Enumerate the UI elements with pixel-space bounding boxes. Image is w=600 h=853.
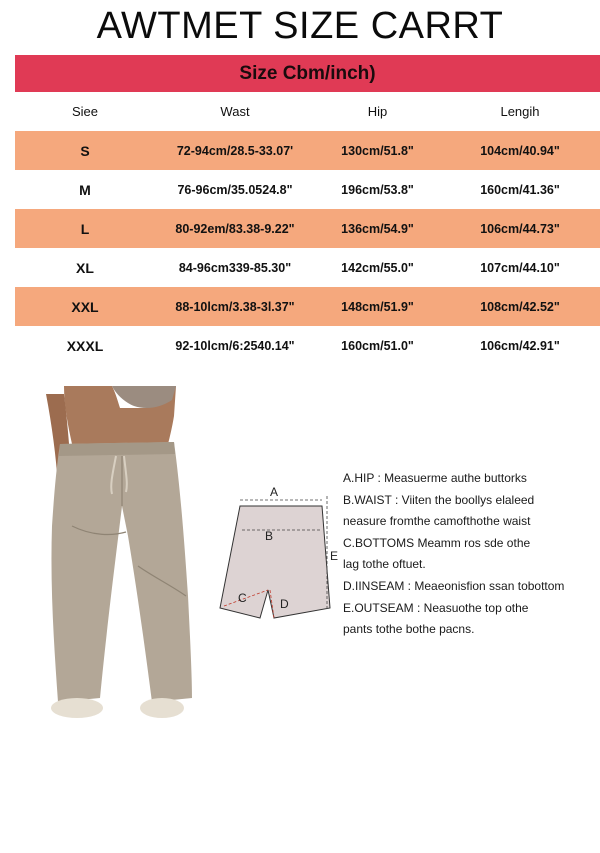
size-cell: S xyxy=(15,131,155,170)
waist-cell: 80-92em/83.38-9.22" xyxy=(155,209,315,248)
diagram-label-a: A xyxy=(270,485,279,499)
note-line: B.WAIST : Viiten the boollys elaleed xyxy=(343,492,535,507)
hip-cell: 136cm/54.9" xyxy=(315,209,440,248)
diagram-label-b: B xyxy=(265,529,274,543)
length-cell: 106cm/42.91" xyxy=(480,338,560,353)
table-row xyxy=(15,209,600,248)
length-cell: 104cm/40.94" xyxy=(440,131,600,170)
header-hip: Hip xyxy=(367,104,388,119)
hip-cell: 196cm/53.8" xyxy=(341,182,414,197)
table-header-row xyxy=(15,92,600,131)
note-line: pants tothe bothe pacns. xyxy=(343,622,475,637)
length-cell: 160cm/41.36" xyxy=(480,182,560,197)
unit-banner: Size Cbm/inch) xyxy=(15,55,600,92)
size-table xyxy=(15,92,600,365)
length-cell: 106cm/44.73" xyxy=(440,209,600,248)
measurement-diagram xyxy=(212,478,344,628)
note-line: neasure fromthe camofthothe waist xyxy=(343,514,531,529)
waist-cell: 76-96cm/35.0524.8" xyxy=(177,182,293,197)
note-line: A.HIP : Measuerme authe buttorks xyxy=(343,471,527,485)
diagram-label-e: E xyxy=(330,549,339,563)
waist-cell: 72-94cm/28.5-33.07' xyxy=(155,131,315,170)
size-cell: XXL xyxy=(15,287,155,326)
note-line: E.OUTSEAM : Neasuothe top othe xyxy=(343,600,529,615)
hip-cell: 142cm/55.0" xyxy=(341,260,414,275)
size-cell: L xyxy=(15,209,155,248)
hip-cell: 160cm/51.0" xyxy=(341,338,414,353)
diagram-label-d: D xyxy=(280,597,289,611)
table-row xyxy=(15,170,600,209)
table-row xyxy=(15,326,600,365)
model-photo xyxy=(42,386,192,731)
note-line: D.IINSEAM : Meaeonisfion ssan tobottom xyxy=(343,578,565,593)
page-title: AWTMET SIZE CARRT xyxy=(96,5,504,47)
size-cell: XXXL xyxy=(66,337,104,354)
size-cell: M xyxy=(79,181,91,198)
diagram-label-c: C xyxy=(238,591,247,605)
waist-cell: 92-10lcm/6:2540.14" xyxy=(175,338,295,353)
waist-cell: 84-96cm339-85.30" xyxy=(178,260,292,275)
header-waist: Wast xyxy=(220,104,250,119)
length-cell: 108cm/42.52" xyxy=(440,287,600,326)
length-cell: 107cm/44.10" xyxy=(480,260,560,275)
hip-cell: 130cm/51.8" xyxy=(315,131,440,170)
note-line: lag tothe oftuet. xyxy=(343,557,426,572)
note-line: C.BOTTOMS Meamm ros sde othe xyxy=(343,535,531,550)
size-cell: XL xyxy=(76,259,94,276)
table-row xyxy=(15,248,600,287)
header-length: Lengih xyxy=(500,104,540,119)
header-size: Siee xyxy=(71,104,99,119)
measurement-notes xyxy=(343,468,600,641)
table-row xyxy=(15,287,600,326)
waist-cell: 88-10lcm/3.38-3l.37" xyxy=(155,287,315,326)
hip-cell: 148cm/51.9" xyxy=(315,287,440,326)
table-row xyxy=(15,131,600,170)
